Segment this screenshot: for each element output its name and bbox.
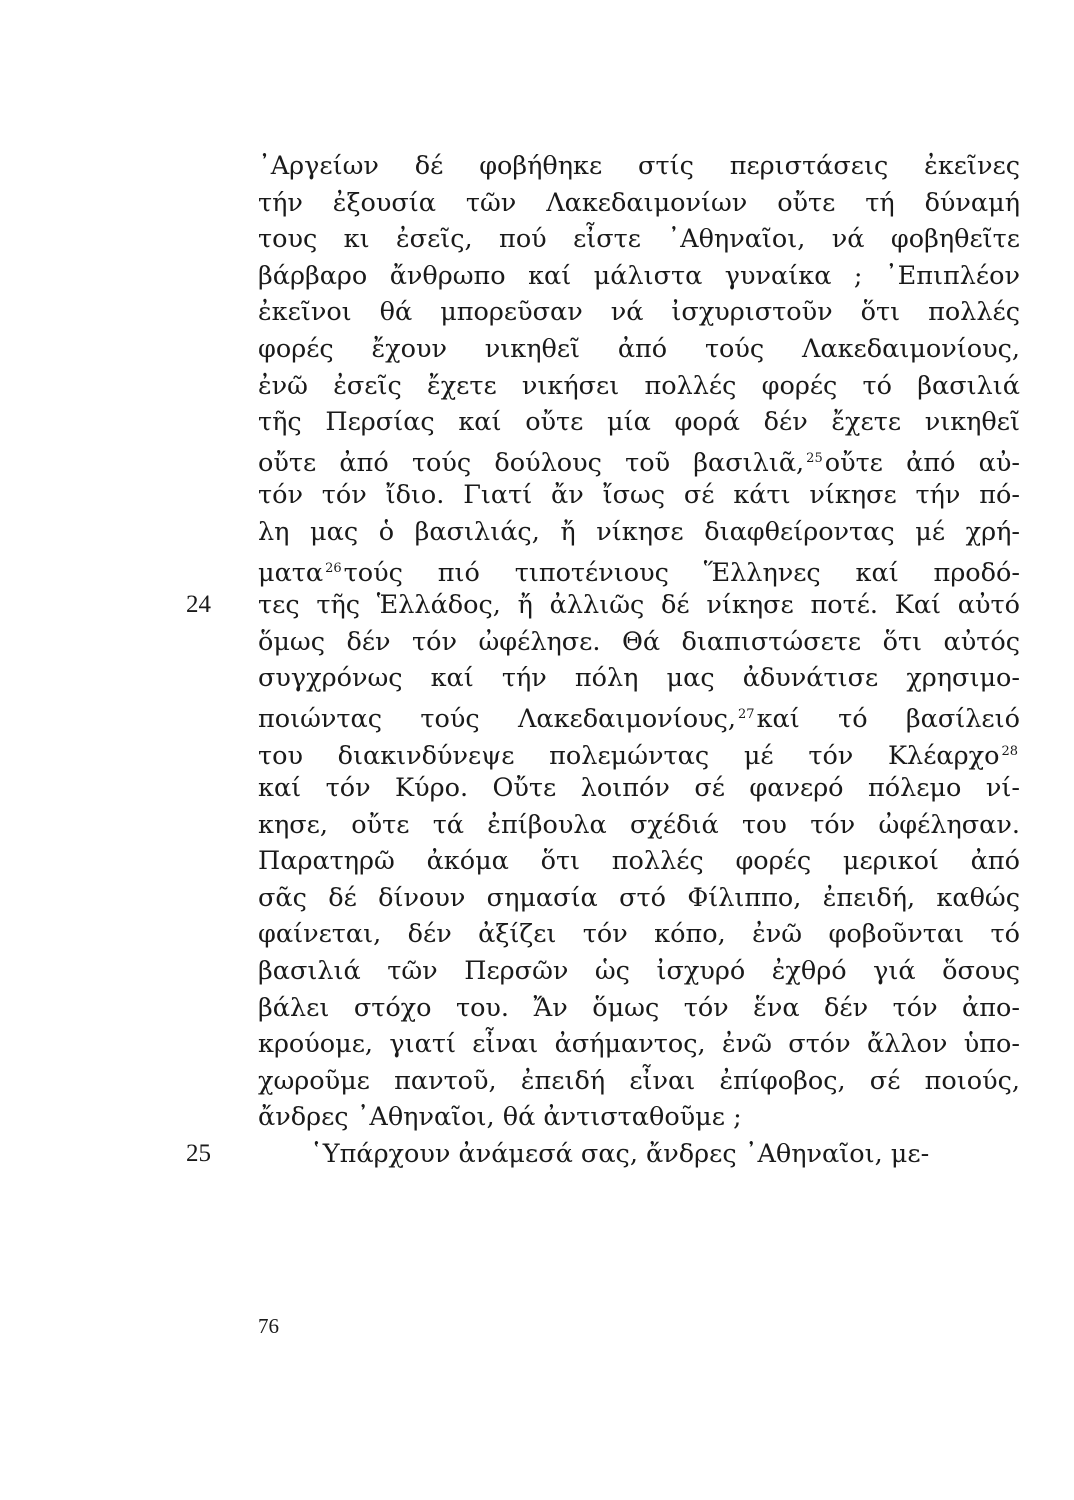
text-line: [258, 734, 1020, 771]
section-number: 25: [186, 1140, 211, 1168]
footnote-marker: 26: [325, 560, 342, 576]
line-text: τήν ἐξουσία τῶν Λακεδαιμονίων οὔτε τή δύναμή: [258, 187, 1020, 218]
line-text: καί τό βασίλειό: [756, 703, 1020, 734]
line-text: κρούομε, γιατί εἶναι ἀσήμαντος, ἐνῶ στόν ἄλλον ὑπο-: [258, 1029, 1020, 1060]
text-line: [258, 697, 1020, 734]
line-text: ῾Υπάρχουν ἀνάμεσά σας, ἄνδρες ᾿Αθηναῖοι, με-: [310, 1139, 930, 1170]
line-text: ποιώντας τούς Λακεδαιμονίους,: [258, 703, 737, 734]
line-text: λη μας ὁ βασιλιάς, ἤ νίκησε διαφθείροντας μέ χρή-: [258, 516, 1020, 547]
line-text: συγχρόνως καί τήν πόλη μας ἀδυνάτισε χρησιμο-: [258, 663, 1020, 694]
footnote-marker: 27: [738, 706, 755, 722]
text-line: [258, 807, 1020, 844]
section-number: 24: [186, 591, 211, 619]
text-line: [258, 770, 1020, 807]
text-line: [258, 624, 1020, 661]
text-line: [258, 368, 1020, 405]
line-text: βάρβαρο ἄνθρωπο καί μάλιστα γυναίκα ; ᾿Επιπλέον: [258, 260, 1020, 291]
text-line: [258, 953, 1020, 990]
text-line: [258, 1136, 1020, 1173]
text-line: [258, 1026, 1020, 1063]
text-line: [258, 294, 1020, 331]
line-text: τῆς Περσίας καί οὔτε μία φορά δέν ἔχετε νικηθεῖ: [258, 407, 1020, 438]
line-text: βάλει στόχο του. Ἄν ὅμως τόν ἕνα δέν τόν ἀπο-: [258, 992, 1020, 1023]
line-text: σᾶς δέ δίνουν σημασία στό Φίλιππο, ἐπειδή, καθώς: [258, 882, 1020, 913]
text-line: [258, 221, 1020, 258]
text-line: [258, 514, 1020, 551]
line-text: τούς πιό τιποτένιους Ἕλληνες καί προδό-: [343, 557, 1020, 588]
text-line: [258, 990, 1020, 1027]
text-line: [258, 331, 1020, 368]
text-line: [258, 185, 1020, 222]
line-text: οὔτε ἀπό αὐ-: [824, 447, 1020, 478]
text-line: [258, 404, 1020, 441]
text-line: [258, 843, 1020, 880]
line-text: φορές ἔχουν νικηθεῖ ἀπό τούς Λακεδαιμονίους,: [258, 333, 1020, 364]
line-text: χωροῦμε παντοῦ, ἐπειδή εἶναι ἐπίφοβος, σέ ποιούς,: [258, 1065, 1020, 1096]
text-line: [258, 880, 1020, 917]
line-text: ματα: [258, 557, 324, 588]
line-text: τους κι ἐσεῖς, πού εἶστε ᾿Αθηναῖοι, νά φοβηθεῖτε: [258, 224, 1020, 255]
line-text: ὅμως δέν τόν ὠφέλησε. Θά διαπιστώσετε ὅτι αὐτός: [258, 626, 1020, 657]
footnote-marker: 28: [1001, 743, 1018, 759]
page-number: 76: [258, 1314, 279, 1338]
text-line: [258, 441, 1020, 478]
text-line: [258, 587, 1020, 624]
line-text: φαίνεται, δέν ἀξίζει τόν κόπο, ἐνῶ φοβοῦνται τό: [258, 919, 1020, 950]
line-text: βασιλιά τῶν Περσῶν ὡς ἰσχυρό ἐχθρό γιά ὅσους: [258, 956, 1020, 987]
line-text: τες τῆς Ἑλλάδος, ἤ ἀλλιῶς δέ νίκησε ποτέ. Καί αὐτό: [258, 590, 1020, 621]
text-line: [258, 916, 1020, 953]
line-text: κησε, οὔτε τά ἐπίβουλα σχέδιά του τόν ὠφέλησαν.: [258, 809, 1020, 840]
line-text: του διακινδύνεψε πολεμώντας μέ τόν Κλέαρχο: [258, 740, 1000, 771]
line-text: ἐνῶ ἐσεῖς ἔχετε νικήσει πολλές φορές τό βασιλιά: [258, 370, 1020, 401]
line-text: οὔτε ἀπό τούς δούλους τοῦ βασιλιᾶ,: [258, 447, 805, 478]
text-line: [258, 1099, 1020, 1136]
text-line: [258, 1063, 1020, 1100]
text-line: [258, 477, 1020, 514]
text-line: [258, 258, 1020, 295]
line-text: ἄνδρες ᾿Αθηναῖοι, θά ἀντισταθοῦμε ;: [258, 1102, 742, 1133]
text-line: [258, 148, 1020, 185]
footnote-marker: 25: [806, 450, 823, 466]
line-text: τόν τόν ἴδιο. Γιατί ἄν ἴσως σέ κάτι νίκησε τήν πό-: [258, 480, 1020, 511]
text-line: [258, 551, 1020, 588]
line-text: καί τόν Κύρο. Οὔτε λοιπόν σέ φανερό πόλεμο νί-: [258, 773, 1020, 804]
line-text: Παρατηρῶ ἀκόμα ὅτι πολλές φορές μερικοί ἀπό: [258, 846, 1020, 877]
line-text: ᾿Αργείων δέ φοβήθηκε στίς περιστάσεις ἐκεῖνες: [258, 151, 1020, 181]
text-line: [258, 660, 1020, 697]
body-text: [258, 148, 1020, 1173]
line-text: ἐκεῖνοι θά μπορεῦσαν νά ἰσχυριστοῦν ὅτι πολλές: [258, 297, 1020, 328]
